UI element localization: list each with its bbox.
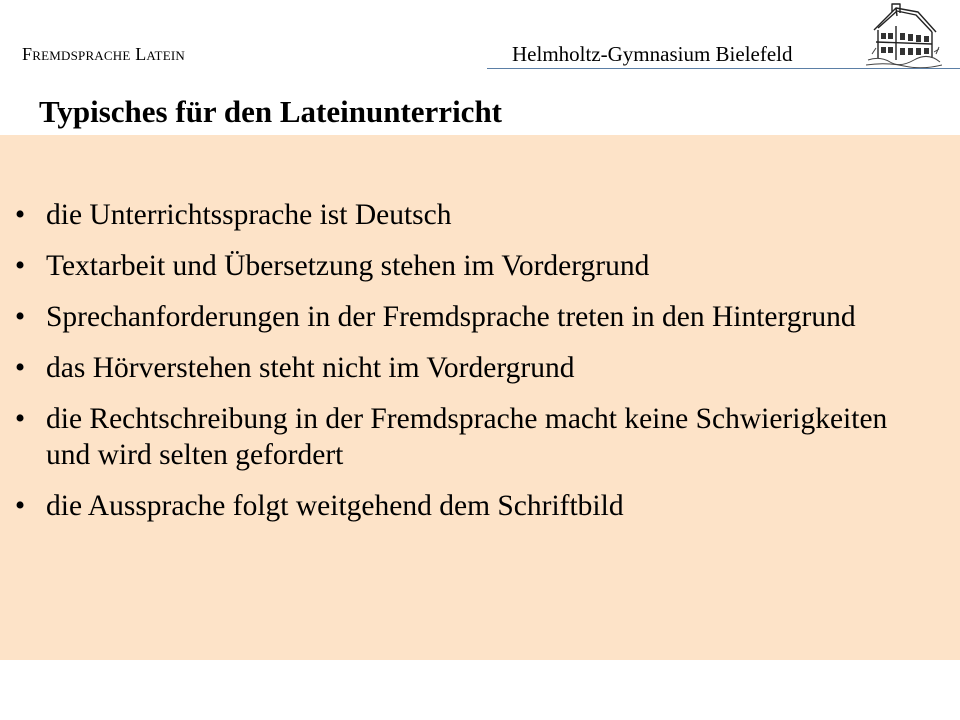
bullet-text: die Unterrichtssprache ist Deutsch	[46, 199, 452, 231]
bullet-marker: •	[14, 250, 26, 282]
bullet-text: die Rechtschreibung in der Fremdsprache macht keine Schwierigkeiten und wird selten gefordert	[46, 403, 888, 471]
subject-initial-2: L	[135, 44, 147, 64]
bullet-marker: •	[14, 490, 26, 522]
school-building-icon	[866, 2, 942, 68]
list-item	[0, 248, 960, 284]
page-title: Typisches für den Lateinunterricht	[39, 94, 503, 129]
bullet-marker: •	[14, 403, 26, 435]
bullet-list	[0, 197, 960, 539]
list-item	[0, 488, 960, 524]
bullet-text: das Hörverstehen steht nicht im Vordergrund	[46, 352, 575, 384]
subject-initial-1: F	[22, 44, 33, 64]
bullet-text: Textarbeit und Übersetzung stehen im Vordergrund	[46, 250, 650, 282]
content-panel	[0, 135, 960, 660]
list-item	[0, 401, 960, 473]
list-item	[0, 197, 960, 233]
bullet-marker: •	[14, 352, 26, 384]
subject-rest-1: REMDSPRACHE	[32, 48, 131, 63]
list-item	[0, 350, 960, 386]
subject-label	[22, 44, 185, 65]
school-name: Helmholtz-Gymnasium Bielefeld	[512, 42, 793, 66]
bullet-marker: •	[14, 301, 26, 333]
bullet-text: die Aussprache folgt weitgehend dem Schriftbild	[46, 490, 624, 522]
bullet-text: Sprechanforderungen in der Fremdsprache treten in den Hintergrund	[46, 301, 856, 333]
bullet-marker: •	[14, 199, 26, 231]
list-item	[0, 299, 960, 335]
header-divider	[487, 68, 960, 69]
subject-rest-2: ATEIN	[146, 48, 185, 63]
